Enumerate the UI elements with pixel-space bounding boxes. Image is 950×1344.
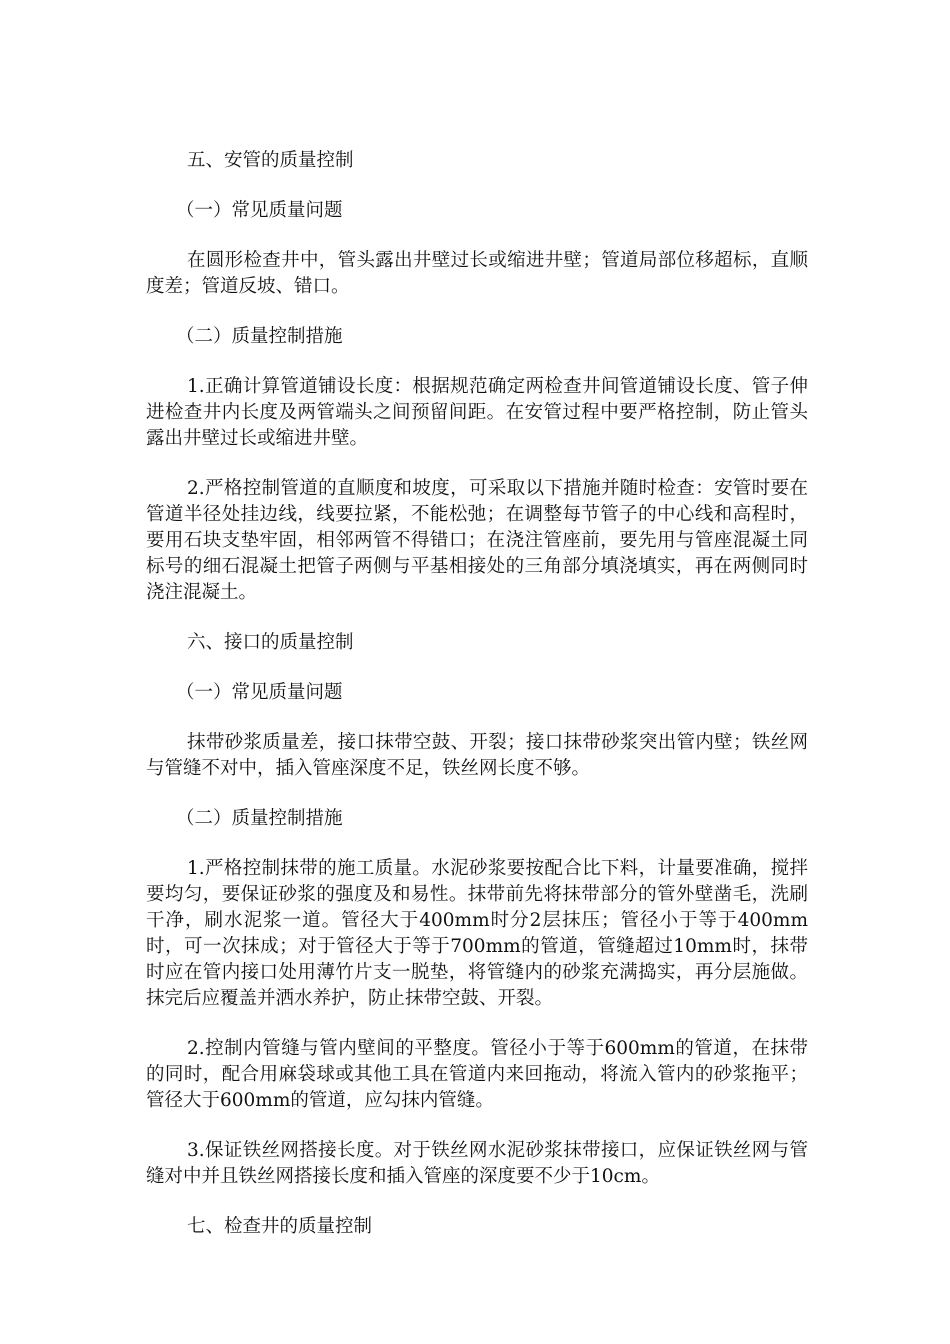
subheading-common-issues: （一）常见质量问题	[176, 200, 343, 221]
subheading-common-issues-2: （一）常见质量问题	[176, 682, 343, 703]
paragraph-joint-measure-2: 2.控制内管缝与管内壁间的平整度。管径小于等于600mm的管道，在抹带的同时，配合用麻袋球或其他工具在管道内来回拖动，将流入管内的砂浆拖平；管径大于600mm的管道，应勾抹内管缝。	[146, 1038, 808, 1111]
document-page	[146, 148, 808, 1240]
subheading-control-measures: （二）质量控制措施	[176, 326, 343, 347]
paragraph-measure-1: 1.正确计算管道铺设长度：根据规范确定两检查井间管道铺设长度、管子伸进检查井内长度及两管端头之间预留间距。在安管过程中要严格控制，防止管头露出井壁过长或缩进井壁。	[146, 376, 808, 449]
paragraph-issues-joint: 抹带砂浆质量差，接口抹带空鼓、开裂；接口抹带砂浆突出管内壁；铁丝网与管缝不对中，插入管座深度不足，铁丝网长度不够。	[146, 732, 808, 779]
paragraph-joint-measure-3: 3.保证铁丝网搭接长度。对于铁丝网水泥砂浆抹带接口，应保证铁丝网与管缝对中并且铁丝网搭接长度和插入管座的深度要不少于10cm。	[146, 1140, 808, 1187]
paragraph-issues-pipe-laying: 在圆形检查井中，管头露出井壁过长或缩进井壁；管道局部位移超标，直顺度差；管道反坡、错口。	[146, 250, 808, 297]
paragraph-measure-2: 2.严格控制管道的直顺度和坡度，可采取以下措施并随时检查：安管时要在管道半径处挂边线，线要拉紧，不能松弛；在调整每节管子的中心线和高程时，要用石块支垫牢固，相邻两管不得错口；在浇注管座前，要先用与管座混凝土同标号的细石混凝土把管子两侧与平基相接处的三角部分填浇填实，再在两侧同时浇注混凝土。	[146, 478, 808, 603]
section-heading-7: 七、检查井的质量控制	[187, 1216, 373, 1237]
paragraph-joint-measure-1: 1.严格控制抹带的施工质量。水泥砂浆要按配合比下料，计量要准确，搅拌要均匀，要保证砂浆的强度及和易性。抹带前先将抹带部分的管外壁凿毛，洗刷干净，刷水泥浆一道。管径大于400mm时分2层抹压；管径小于等于400mm时，可一次抹成；对于管径大于等于700mm的管道，管缝超过10mm时，抹带时应在管内接口处用薄竹片支一脱垫，将管缝内的砂浆充满捣实，再分层施做。抹完后应覆盖并洒水养护，防止抹带空鼓、开裂。	[146, 858, 808, 1009]
section-heading-5: 五、安管的质量控制	[187, 150, 354, 171]
subheading-control-measures-2: （二）质量控制措施	[176, 808, 343, 829]
section-heading-6: 六、接口的质量控制	[187, 632, 354, 653]
